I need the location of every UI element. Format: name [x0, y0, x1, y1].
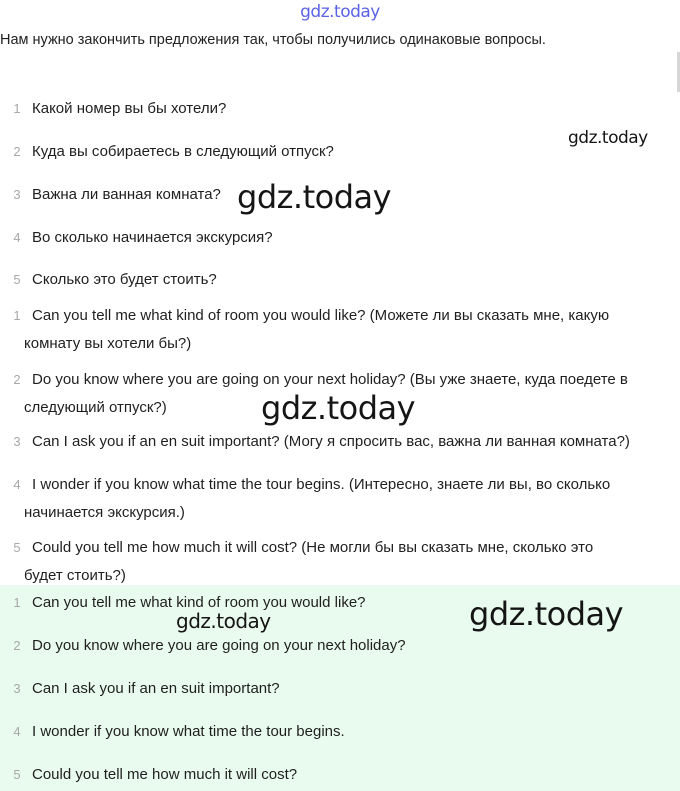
item-number: 3: [13, 434, 21, 449]
watermark: gdz.today: [176, 609, 271, 633]
item-text-line2: следующий отпуск?): [24, 399, 167, 416]
header-watermark: gdz.today: [300, 2, 380, 22]
item-number: 1: [13, 308, 21, 323]
item-text: I wonder if you know what time the tour begins. (Интересно, знаете ли вы, во сколько: [32, 476, 611, 493]
item-text-line2: начинается экскурсия.): [24, 504, 185, 521]
item-number: 4: [13, 477, 21, 492]
item-number: 2: [13, 372, 21, 387]
watermark: gdz.today: [469, 595, 624, 633]
item-number: 4: [13, 230, 21, 245]
item-text: Сколько это будет стоить?: [32, 271, 217, 288]
watermark: gdz.today: [237, 178, 392, 216]
item-number: 5: [13, 272, 21, 287]
item-text: Do you know where you are going on your next holiday? (Вы уже знаете, куда поедете в: [32, 371, 628, 388]
item-number: 3: [13, 681, 21, 696]
item-text: Во сколько начинается экскурсия?: [32, 229, 273, 246]
watermark: gdz.today: [261, 389, 416, 427]
item-text: Can you tell me what kind of room you would like?: [32, 594, 366, 611]
item-number: 1: [13, 595, 21, 610]
item-text: Can I ask you if an en suit important?: [32, 680, 280, 697]
item-text: Важна ли ванная комната?: [32, 186, 221, 203]
item-number: 5: [13, 767, 21, 782]
item-text: Could you tell me how much it will cost? (Не могли бы вы сказать мне, сколько это: [32, 539, 594, 556]
item-number: 2: [13, 144, 21, 159]
task-instruction: Нам нужно закончить предложения так, чтобы получились одинаковые вопросы.: [0, 32, 546, 48]
item-number: 2: [13, 638, 21, 653]
item-text: Do you know where you are going on your next holiday?: [32, 637, 406, 654]
item-text-line2: комнату вы хотели бы?): [24, 335, 192, 352]
item-number: 4: [13, 724, 21, 739]
item-number: 1: [13, 101, 21, 116]
item-text: Could you tell me how much it will cost?: [32, 766, 298, 783]
item-text: Куда вы собираетесь в следующий отпуск?: [32, 143, 334, 160]
item-text: Can I ask you if an en suit important? (Могу я спросить вас, важна ли ванная комната?): [32, 433, 630, 450]
item-number: 3: [13, 187, 21, 202]
item-text: Какой номер вы бы хотели?: [32, 100, 227, 117]
item-text-line2: будет стоить?): [24, 567, 126, 584]
item-text: Can you tell me what kind of room you would like? (Можете ли вы сказать мне, какую: [32, 307, 610, 324]
watermark: gdz.today: [568, 128, 648, 148]
item-text: I wonder if you know what time the tour begins.: [32, 723, 345, 740]
item-number: 5: [13, 540, 21, 555]
